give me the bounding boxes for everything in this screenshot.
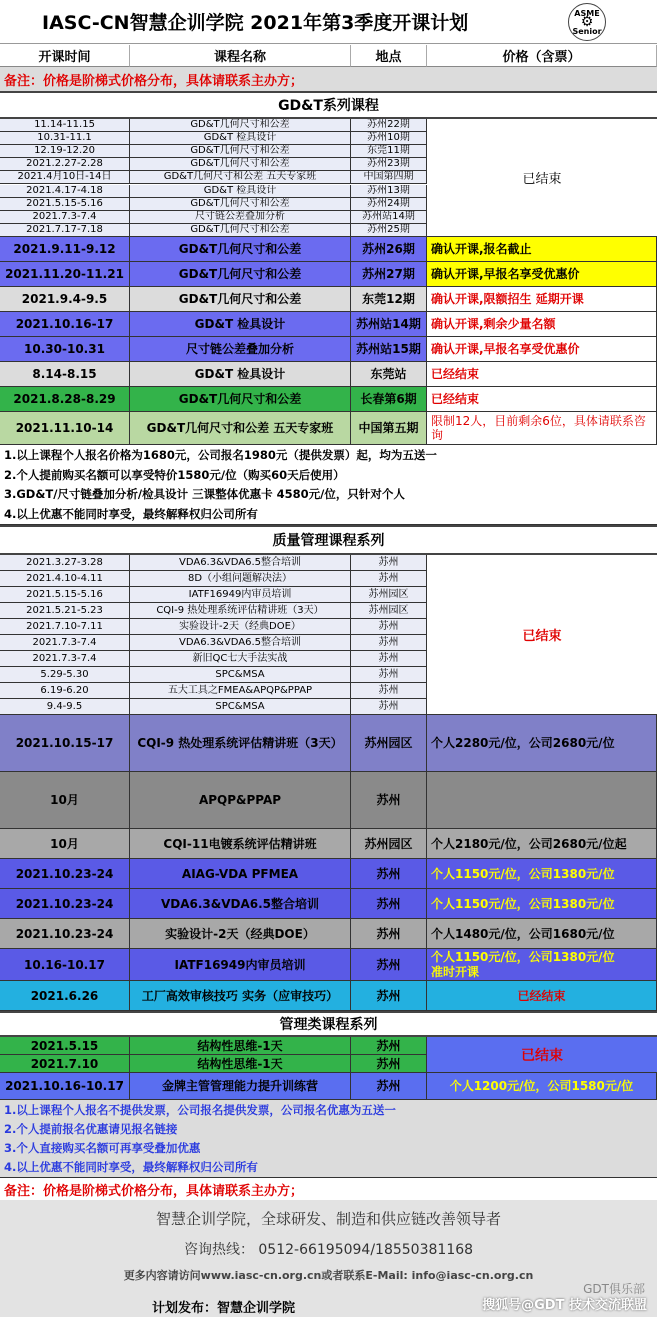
- row-date: 2021.10.16-17: [0, 312, 130, 337]
- row-location: 苏州园区: [351, 587, 427, 603]
- row-price: [427, 387, 657, 412]
- row-date: 2021.10.23-24: [0, 919, 130, 949]
- row-price: [427, 312, 657, 337]
- row-price: [427, 772, 657, 829]
- row-date: 5.29-5.30: [0, 667, 130, 683]
- row-date: 2021.7.17-7.18: [0, 224, 130, 237]
- gdt-info-line: 2.个人提前购买名额可以享受特价1580元/位（购买60天后使用）: [4, 467, 345, 482]
- row-price: [427, 829, 657, 859]
- row-course: GD&T几何尺寸和公差: [130, 119, 351, 132]
- row-location: 中国第五期: [351, 412, 427, 445]
- section-title-management: 管理类课程系列: [0, 1011, 657, 1037]
- row-date: 2021.11.20-11.21: [0, 262, 130, 287]
- gdt-info-line: 3.GD&T/尺寸链叠加分析/检具设计 三课整体优惠卡 4580元/位，只针对个人: [4, 487, 405, 502]
- row-location: 苏州站15期: [351, 337, 427, 362]
- row-location: 苏州: [351, 619, 427, 635]
- price-text: 个人1150元/位，公司1380元/位: [431, 866, 615, 881]
- asme-logo: [568, 3, 606, 41]
- row-course: GD&T几何尺寸和公差 五天专家班: [130, 171, 351, 184]
- watermark-club: GDT俱乐部: [583, 1282, 645, 1296]
- row-location: 苏州22期: [351, 119, 427, 132]
- logo-text-top: ASME: [574, 8, 600, 18]
- row-course: GD&T几何尺寸和公差: [130, 224, 351, 237]
- row-date: 2021.4.17-4.18: [0, 185, 130, 198]
- gdt-info-line: 1.以上课程个人报名价格为1680元，公司报名1980元（提供发票）起，均为五送一: [4, 447, 437, 462]
- row-course: GD&T几何尺寸和公差: [130, 387, 351, 412]
- price-text: 确认开课,早报名享受优惠价: [431, 342, 580, 356]
- remark-top: 备注：价格是阶梯式价格分布，具体请联系主办方；: [0, 67, 657, 91]
- row-date: 2021.8.28-8.29: [0, 387, 130, 412]
- row-price: [427, 262, 657, 287]
- row-date: 2021.4月10日-14日: [0, 171, 130, 184]
- row-course: 尺寸链公差叠加分析: [130, 337, 351, 362]
- row-location: 苏州: [351, 772, 427, 829]
- management-info: [0, 1100, 657, 1178]
- row-course: GD&T 检具设计: [130, 362, 351, 387]
- row-course: GD&T 检具设计: [130, 312, 351, 337]
- row-price: [427, 981, 657, 1011]
- price-text: 确认开课,报名截止: [431, 242, 532, 256]
- row-location: 长春第6期: [351, 387, 427, 412]
- row-course: GD&T 检具设计: [130, 185, 351, 198]
- row-course: CQI-9 热处理系统评估精讲班（3天）: [130, 603, 351, 619]
- quality-active-table: [0, 715, 657, 1011]
- row-date: 2021.9.11-9.12: [0, 237, 130, 262]
- footer: [0, 1200, 657, 1317]
- row-date: 10.31-11.1: [0, 132, 130, 145]
- row-date: 2021.9.4-9.5: [0, 287, 130, 312]
- row-location: 苏州: [351, 1037, 427, 1055]
- row-course: 尺寸链公差叠加分析: [130, 211, 351, 224]
- row-date: 10月: [0, 772, 130, 829]
- row-course: 新旧QC七大手法实战: [130, 651, 351, 667]
- row-price: [427, 889, 657, 919]
- row-date: 2021.11.10-14: [0, 412, 130, 445]
- header-price[interactable]: 价格（含票）: [427, 45, 657, 67]
- price-text: 已经结束: [431, 392, 480, 406]
- row-location: 东莞12期: [351, 287, 427, 312]
- row-date: 2021.10.16-10.17: [0, 1073, 130, 1100]
- row-location: 苏州: [351, 1055, 427, 1073]
- row-date: 2021.10.23-24: [0, 859, 130, 889]
- table-row: [0, 237, 657, 262]
- row-course: IATF16949内审员培训: [130, 587, 351, 603]
- row-location: 中国第四期: [351, 171, 427, 184]
- row-location: 苏州: [351, 949, 427, 981]
- price-text: 个人2280元/位，公司2680元/位: [431, 736, 615, 750]
- row-course: AIAG-VDA PFMEA: [130, 859, 351, 889]
- table-row: [0, 362, 657, 387]
- gdt-ended-status: 已结束: [427, 119, 657, 237]
- row-location: 苏州26期: [351, 237, 427, 262]
- table-row: [0, 387, 657, 412]
- row-date: 8.14-8.15: [0, 362, 130, 387]
- mgmt-info-line: 3.个人直接购买名额可再享受叠加优惠: [4, 1141, 201, 1156]
- row-course: CQI-11电镀系统评估精讲班: [130, 829, 351, 859]
- row-course: SPC&MSA: [130, 699, 351, 715]
- row-location: 苏州: [351, 981, 427, 1011]
- row-date: 2021.10.15-17: [0, 715, 130, 772]
- table-row: [0, 312, 657, 337]
- row-date: 12.19-12.20: [0, 145, 130, 158]
- table-row: [0, 1073, 657, 1100]
- row-location: 苏州: [351, 555, 427, 571]
- section-title-quality: 质量管理课程系列: [0, 525, 657, 555]
- footer-contact: 更多内容请访问www.iasc-cn.org.cn或者联系E-Mail: info@iasc-cn.org.cn: [123, 1269, 534, 1282]
- row-course: GD&T几何尺寸和公差: [130, 237, 351, 262]
- mgmt-info-line: 4.以上优惠不能同时享受，最终解释权归公司所有: [4, 1160, 258, 1175]
- row-date: 2021.7.3-7.4: [0, 651, 130, 667]
- page-title-bar: [0, 0, 657, 44]
- row-course: 结构性思维-1天: [130, 1037, 351, 1055]
- row-price: [427, 1073, 657, 1100]
- row-course: GD&T 检具设计: [130, 132, 351, 145]
- row-location: 苏州园区: [351, 715, 427, 772]
- mgmt-info-line: 2.个人提前报名优惠请见报名链接: [4, 1121, 178, 1136]
- row-course: CQI-9 热处理系统评估精讲班（3天）: [130, 715, 351, 772]
- row-date: 2021.2.27-2.28: [0, 158, 130, 171]
- row-location: 苏州24期: [351, 198, 427, 211]
- row-price: [427, 949, 657, 981]
- row-price: [427, 287, 657, 312]
- row-date: 2021.4.10-4.11: [0, 571, 130, 587]
- row-course: VDA6.3&VDA6.5整合培训: [130, 889, 351, 919]
- row-location: 苏州23期: [351, 158, 427, 171]
- price-text: 确认开课,限额招生 延期开课: [431, 292, 584, 306]
- header-date[interactable]: 开课时间: [0, 45, 130, 67]
- table-row: [0, 412, 657, 445]
- footer-hotline: 咨询热线： 0512-66195094/18550381168: [183, 1242, 474, 1258]
- row-date: 2021.7.3-7.4: [0, 211, 130, 224]
- row-location: 苏州: [351, 699, 427, 715]
- remark-bottom: 备注：价格是阶梯式价格分布，具体请联系主办方；: [0, 1178, 657, 1200]
- row-course: GD&T几何尺寸和公差 五天专家班: [130, 412, 351, 445]
- row-location: 苏州: [351, 889, 427, 919]
- price-text: 个人2180元/位，公司2680元/位起: [431, 836, 627, 851]
- price-text: 确认开课,早报名享受优惠价: [431, 267, 580, 281]
- row-price: [427, 412, 657, 445]
- row-location: 苏州13期: [351, 185, 427, 198]
- price-note: 准时开课: [431, 965, 480, 979]
- row-date: 2021.6.26: [0, 981, 130, 1011]
- row-course: VDA6.3&VDA6.5整合培训: [130, 635, 351, 651]
- row-course: GD&T几何尺寸和公差: [130, 198, 351, 211]
- gdt-info-line: 4.以上优惠不能同时享受，最终解释权归公司所有: [4, 507, 258, 522]
- table-row: [0, 772, 657, 829]
- price-text: 个人1480元/位，公司1680元/位: [431, 926, 615, 941]
- row-date: 2021.7.3-7.4: [0, 635, 130, 651]
- table-row: [0, 919, 657, 949]
- gdt-info: [0, 445, 657, 525]
- row-price: [427, 237, 657, 262]
- row-date: 9.4-9.5: [0, 699, 130, 715]
- row-date: 2021.5.21-5.23: [0, 603, 130, 619]
- management-ended-status: 已结束: [427, 1037, 657, 1073]
- row-course: 实验设计-2天（经典DOE）: [130, 919, 351, 949]
- row-date: 10.30-10.31: [0, 337, 130, 362]
- row-course: 金牌主管管理能力提升训练营: [130, 1073, 351, 1100]
- row-course: 实验设计-2天（经典DOE）: [130, 619, 351, 635]
- row-course: 工厂高效审核技巧 实务（应审技巧）: [130, 981, 351, 1011]
- table-row: [0, 287, 657, 312]
- row-course: IATF16949内审员培训: [130, 949, 351, 981]
- row-price: [427, 919, 657, 949]
- price-text: 已经结束: [431, 367, 480, 381]
- row-date: 2021.3.27-3.28: [0, 555, 130, 571]
- row-price: [427, 362, 657, 387]
- page-title: IASC-CN智慧企训学院 2021年第3季度开课计划: [42, 12, 469, 34]
- row-location: 苏州: [351, 1073, 427, 1100]
- section-title-gdt: GD&T系列课程: [0, 91, 657, 119]
- row-date: 2021.5.15-5.16: [0, 587, 130, 603]
- row-price: [427, 859, 657, 889]
- logo-mark: ⚙: [580, 13, 594, 30]
- row-location: 苏州: [351, 859, 427, 889]
- table-row: [0, 262, 657, 287]
- row-course: 五大工具之FMEA&APQP&PPAP: [130, 683, 351, 699]
- row-location: 苏州: [351, 571, 427, 587]
- row-location: 苏州站14期: [351, 312, 427, 337]
- logo-text-bottom: Senior: [572, 26, 602, 36]
- row-date: 2021.7.10: [0, 1055, 130, 1073]
- row-location: 苏州25期: [351, 224, 427, 237]
- row-course: GD&T几何尺寸和公差: [130, 287, 351, 312]
- row-price: [427, 715, 657, 772]
- price-text: 已经结束: [517, 988, 566, 1003]
- watermark-sohu: 搜狐号@GDT 技术交流联盟: [482, 1298, 647, 1313]
- row-date: 11.14-11.15: [0, 119, 130, 132]
- row-location: 苏州园区: [351, 603, 427, 619]
- table-row: [0, 889, 657, 919]
- footer-publisher: 计划发布：智慧企训学院: [151, 1301, 295, 1316]
- row-course: SPC&MSA: [130, 667, 351, 683]
- row-location: 苏州: [351, 635, 427, 651]
- price-text: 个人1150元/位，公司1380元/位: [431, 896, 615, 911]
- quality-ended-status: 已结束: [427, 555, 657, 715]
- row-course: APQP&PPAP: [130, 772, 351, 829]
- price-text: 限制12人，目前剩余6位，具体请联系咨询: [431, 414, 646, 442]
- row-date: 2021.5.15-5.16: [0, 198, 130, 211]
- row-course: GD&T几何尺寸和公差: [130, 145, 351, 158]
- row-date: 2021.10.23-24: [0, 889, 130, 919]
- row-location: 东莞站: [351, 362, 427, 387]
- row-location: 东莞11期: [351, 145, 427, 158]
- row-location: 苏州站14期: [351, 211, 427, 224]
- row-course: GD&T几何尺寸和公差: [130, 262, 351, 287]
- row-location: 苏州27期: [351, 262, 427, 287]
- row-date: 2021.7.10-7.11: [0, 619, 130, 635]
- header-location[interactable]: 地点: [351, 45, 427, 67]
- row-course: VDA6.3&VDA6.5整合培训: [130, 555, 351, 571]
- footer-slogan: 智慧企训学院，全球研发、制造和供应链改善领导者: [155, 1210, 501, 1228]
- mgmt-info-line: 1.以上课程个人报名不提供发票，公司报名提供发票，公司报名优惠为五送一: [4, 1102, 396, 1117]
- table-row: [0, 715, 657, 772]
- table-row: [0, 337, 657, 362]
- row-date: 10.16-10.17: [0, 949, 130, 981]
- price-text: 个人1150元/位，公司1380元/位: [431, 950, 615, 964]
- row-date: 6.19-6.20: [0, 683, 130, 699]
- row-price: [427, 337, 657, 362]
- row-date: 2021.5.15: [0, 1037, 130, 1055]
- row-location: 苏州10期: [351, 132, 427, 145]
- row-location: 苏州: [351, 651, 427, 667]
- header-course[interactable]: 课程名称: [130, 45, 351, 67]
- table-row: [0, 829, 657, 859]
- gdt-active-table: [0, 237, 657, 445]
- row-course: 8D（小组问题解决法）: [130, 571, 351, 587]
- price-text: 个人1200元/位，公司1580元/位: [449, 1079, 634, 1093]
- table-row: [0, 949, 657, 981]
- row-date: 10月: [0, 829, 130, 859]
- row-course: GD&T几何尺寸和公差: [130, 158, 351, 171]
- row-location: 苏州: [351, 667, 427, 683]
- price-text: 确认开课,剩余少量名额: [431, 317, 556, 331]
- table-row: [0, 981, 657, 1011]
- row-location: 苏州园区: [351, 829, 427, 859]
- row-course: 结构性思维-1天: [130, 1055, 351, 1073]
- row-location: 苏州: [351, 919, 427, 949]
- table-row: [0, 859, 657, 889]
- row-location: 苏州: [351, 683, 427, 699]
